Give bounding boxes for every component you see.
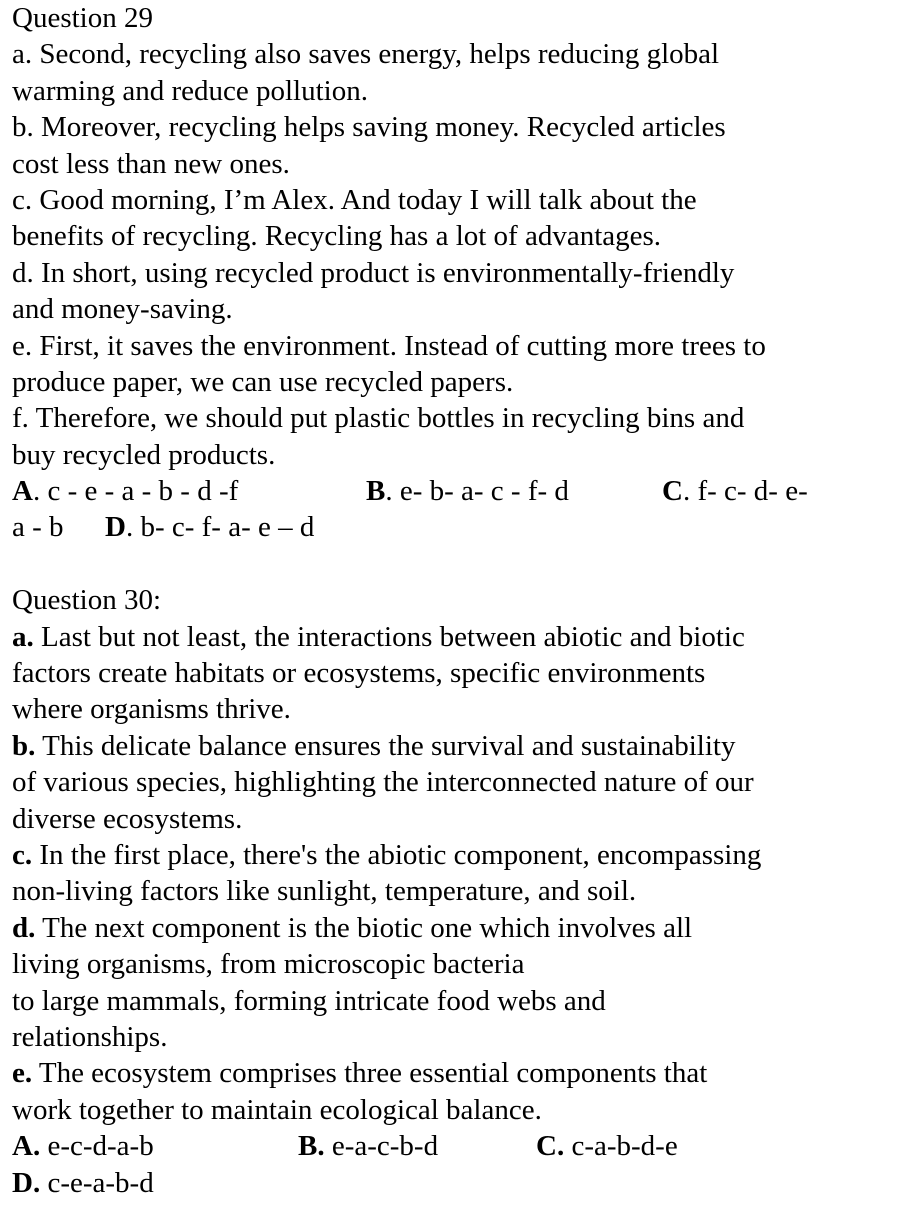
q29-options-row [12,473,907,509]
q29-option-d-letter: D [105,511,126,544]
q29-line-10: produce paper, we can use recycled papers. [12,365,514,398]
q30-item-c [12,837,907,873]
q29-options-row-2 [12,509,907,545]
q30-item-a [12,619,907,655]
q30-option-b-text: e-a-c-b-d [324,1130,439,1163]
q29-line-8: and money-saving. [12,293,233,326]
q30-option-b [298,1128,536,1164]
q29-option-b [366,473,662,509]
q29-line-4: cost less than new ones. [12,147,290,180]
q29-line-12: buy recycled products. [12,438,276,471]
question-30-title: Question 30: [12,584,162,617]
q30-item-d [12,910,907,946]
q29-line-5: c. Good morning, I’m Alex. And today I will talk about the [12,183,697,216]
q30-line-12: relationships. [12,1020,168,1053]
q30-option-a [12,1128,298,1164]
q30-option-d-letter: D. [12,1166,41,1199]
q29-line-6: benefits of recycling. Recycling has a lot of advantages. [12,220,662,253]
q29-option-c-letter: C [662,475,683,508]
q29-option-a-letter: A [12,475,33,508]
q30-item-d-text: The next component is the biotic one which involves all [35,911,693,944]
q29-option-a [12,473,366,509]
q30-options-row-2 [12,1165,907,1201]
q29-option-c [662,473,808,509]
q30-item-c-marker: c. [12,838,33,871]
q30-option-a-letter: A. [12,1130,41,1163]
q30-item-d-marker: d. [12,911,36,944]
q30-line-8: non-living factors like sunlight, temperature, and soil. [12,875,637,908]
q30-line-10: living organisms, from microscopic bacteria [12,948,525,981]
q30-item-c-text: In the first place, there's the abiotic component, encompassing [32,838,762,871]
q30-item-e-marker: e. [12,1057,33,1090]
q30-option-c-letter: C. [536,1130,565,1163]
q29-option-c-text: . f- c- d- e- [682,475,808,508]
q30-item-e-text: The ecosystem comprises three essential components that [32,1057,708,1090]
q30-item-a-text: Last but not least, the interactions between abiotic and biotic [33,620,745,653]
q29-option-a-text: . c - e - a - b - d -f [32,475,239,508]
q29-option-d [105,509,314,545]
q30-line-14: work together to maintain ecological balance. [12,1093,542,1126]
q30-item-b-text: This delicate balance ensures the survival and sustainability [35,729,736,762]
q30-options-row [12,1128,907,1164]
q30-option-b-letter: B. [298,1130,325,1163]
q30-option-d-text: c-e-a-b-d [40,1166,154,1199]
q30-option-d [12,1165,154,1201]
q30-item-e [12,1055,907,1091]
q29-option-d-text: . b- c- f- a- e – d [125,511,315,544]
q29-line-9: e. First, it saves the environment. Instead of cutting more trees to [12,329,766,362]
q29-line-11: f. Therefore, we should put plastic bottles in recycling bins and [12,402,745,435]
q30-item-b-marker: b. [12,729,36,762]
q30-line-6: diverse ecosystems. [12,802,243,835]
q29-line-2: warming and reduce pollution. [12,74,368,107]
q29-line-1: a. Second, recycling also saves energy, helps reducing global [12,38,720,71]
blank-line [12,546,907,582]
q30-line-11: to large mammals, forming intricate food webs and [12,984,606,1017]
q30-item-a-marker: a. [12,620,34,653]
q29-line-7: d. In short, using recycled product is environmentally-friendly [12,256,735,289]
q30-item-b [12,728,907,764]
q30-option-c-text: c-a-b-d-e [564,1130,678,1163]
q29-option-b-text: . e- b- a- c - f- d [385,475,569,508]
question-29-title: Question 29 [12,2,153,34]
document-page [12,0,907,1201]
q29-line-3: b. Moreover, recycling helps saving money. Recycled articles [12,111,726,144]
q29-option-c-continued: a - b [12,511,64,544]
q30-line-2: factors create habitats or ecosystems, specific environments [12,657,706,690]
q30-line-3: where organisms thrive. [12,693,291,726]
q29-option-b-letter: B [366,475,386,508]
q30-option-a-text: e-c-d-a-b [40,1130,154,1163]
q30-line-5: of various species, highlighting the interconnected nature of our [12,766,754,799]
q30-option-c [536,1128,678,1164]
